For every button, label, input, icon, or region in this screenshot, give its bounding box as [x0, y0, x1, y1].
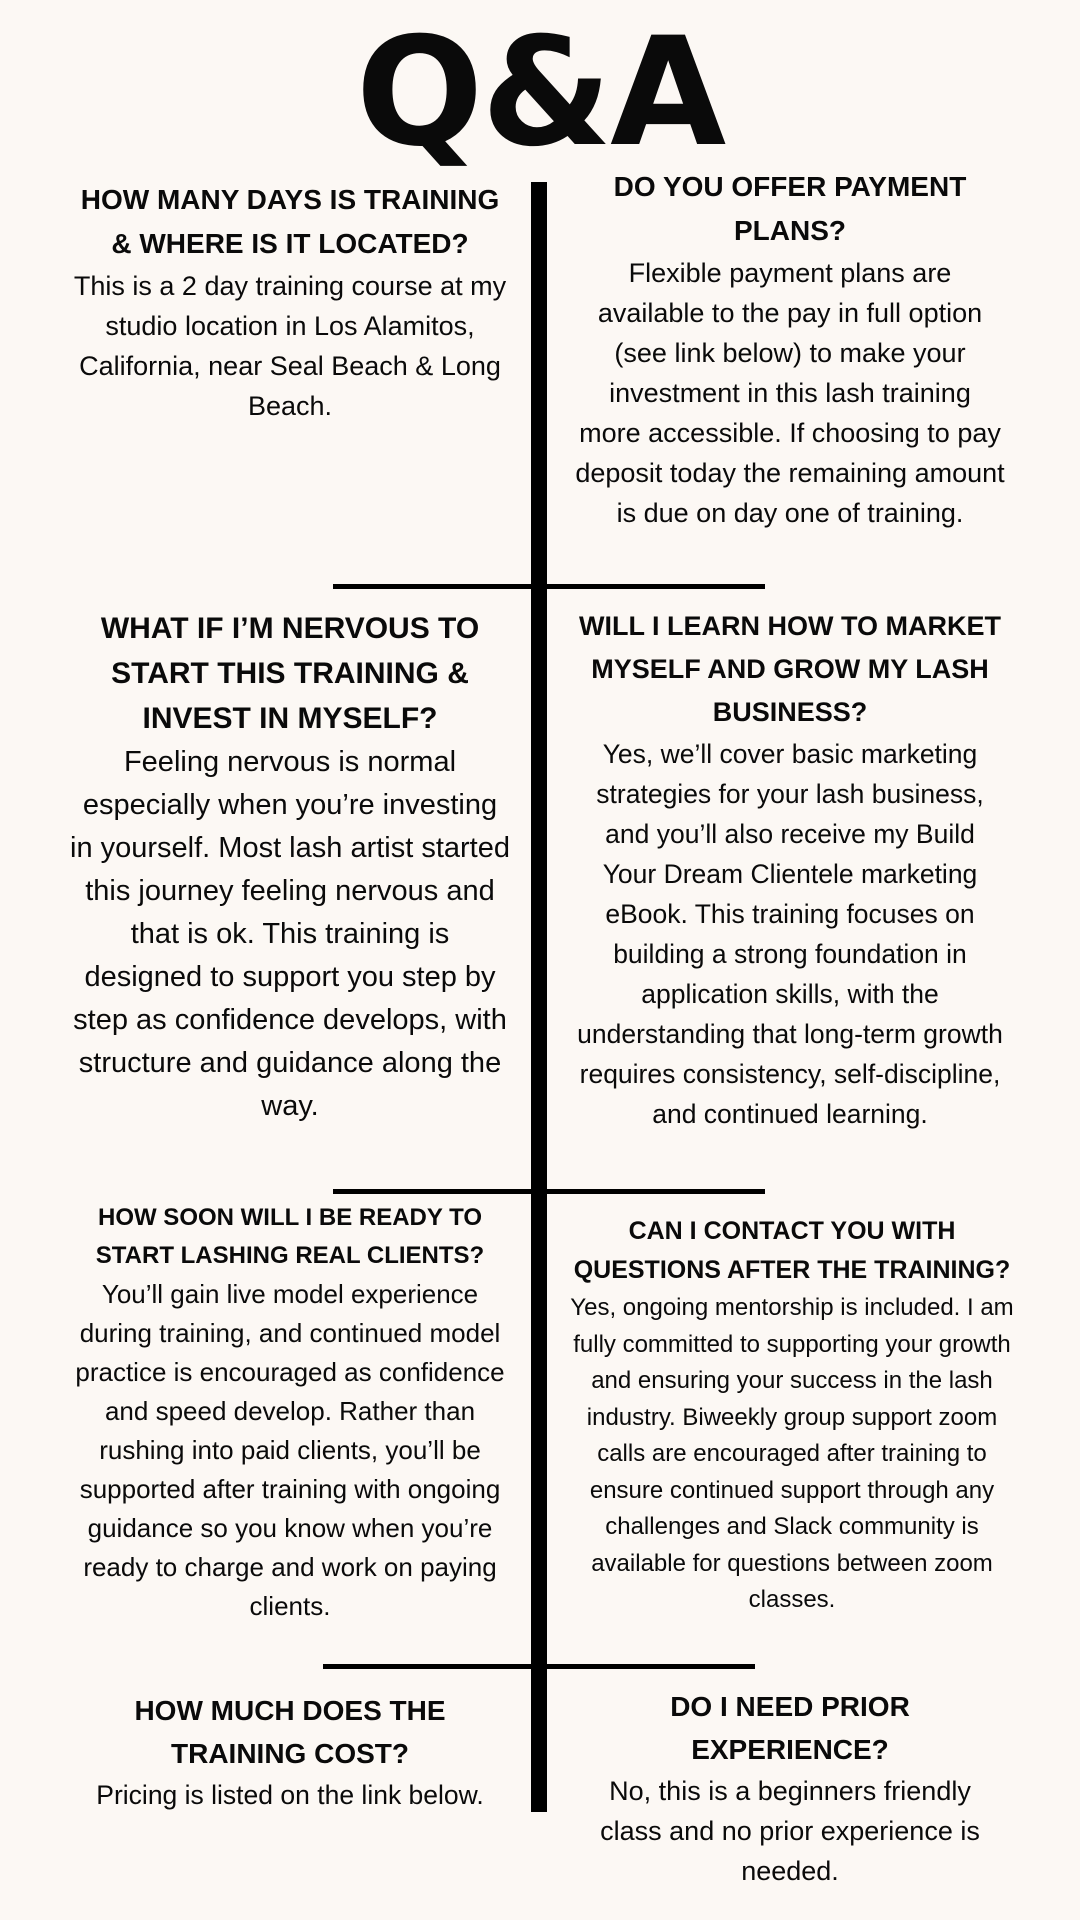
faq-answer: You’ll gain live model experience during training, and continued model practice is encouraged as confidence and speed develop. Rather than rushing into paid clients, you’ll be supported after training with ongoing guidance so you know when you’re ready to charge and work on paying clients.: [75, 1279, 505, 1621]
horizontal-divider-2: [333, 1189, 765, 1194]
faq-question: HOW MANY DAYS IS TRAINING & WHERE IS IT LOCATED?: [80, 184, 500, 259]
faq-answer: Feeling nervous is normal especially when you’re investing in yourself. Most lash artist started this journey feeling nervous and that is ok. This training is designed to support you step by step as confidence develops, with structure and guidance along the way.: [70, 746, 510, 1122]
faq-answer: No, this is a beginners friendly class and no prior experience is needed.: [600, 1776, 980, 1886]
faq-item-ready-for-clients: [70, 1199, 510, 1626]
faq-item-payment-plans: [575, 165, 1005, 533]
faq-question: WHAT IF I’M NERVOUS TO START THIS TRAINING & INVEST IN MYSELF?: [100, 612, 480, 735]
faq-question: DO I NEED PRIOR EXPERIENCE?: [670, 1691, 910, 1765]
faq-question: DO YOU OFFER PAYMENT PLANS?: [613, 171, 967, 246]
faq-question: HOW SOON WILL I BE READY TO START LASHING REAL CLIENTS?: [95, 1204, 485, 1269]
faq-item-training-location: [70, 178, 510, 426]
faq-question: HOW MUCH DOES THE TRAINING COST?: [134, 1695, 446, 1769]
faq-item-nervous: [70, 606, 510, 1128]
horizontal-divider-3: [323, 1664, 755, 1669]
faq-item-cost: [70, 1689, 510, 1815]
faq-answer: Pricing is listed on the link below.: [96, 1780, 484, 1810]
faq-item-marketing: [575, 605, 1005, 1134]
faq-answer: Yes, ongoing mentorship is included. I am fully committed to supporting your growth and ensuring your success in the lash industry. Biweekly group support zoom calls are encouraged after training to ensure continued support through any challenges and Slack community is available for questions between zoom classes.: [570, 1294, 1014, 1613]
vertical-divider: [531, 182, 547, 1812]
faq-answer: Flexible payment plans are available to the pay in full option (see link below) to make your investment in this lash training more accessible. If choosing to pay deposit today the remaining amount is due on day one of training.: [575, 258, 1005, 528]
faq-item-prior-experience: [575, 1685, 1005, 1891]
faq-question: CAN I CONTACT YOU WITH QUESTIONS AFTER THE TRAINING?: [573, 1217, 1011, 1284]
faq-item-contact-after: [568, 1212, 1016, 1619]
horizontal-divider-1: [333, 584, 765, 589]
faq-question: WILL I LEARN HOW TO MARKET MYSELF AND GROW MY LASH BUSINESS?: [579, 611, 1001, 727]
faq-answer: This is a 2 day training course at my studio location in Los Alamitos, California, near Seal Beach & Long Beach.: [73, 271, 507, 421]
faq-answer: Yes, we’ll cover basic marketing strategies for your lash business, and you’ll also receive my Build Your Dream Clientele marketing eBook. This training focuses on building a strong foundation in application skills, with the understanding that long-term growth requires consistency, self-discipline, and continued learning.: [577, 739, 1003, 1129]
page-title: Q&A: [355, 6, 725, 180]
